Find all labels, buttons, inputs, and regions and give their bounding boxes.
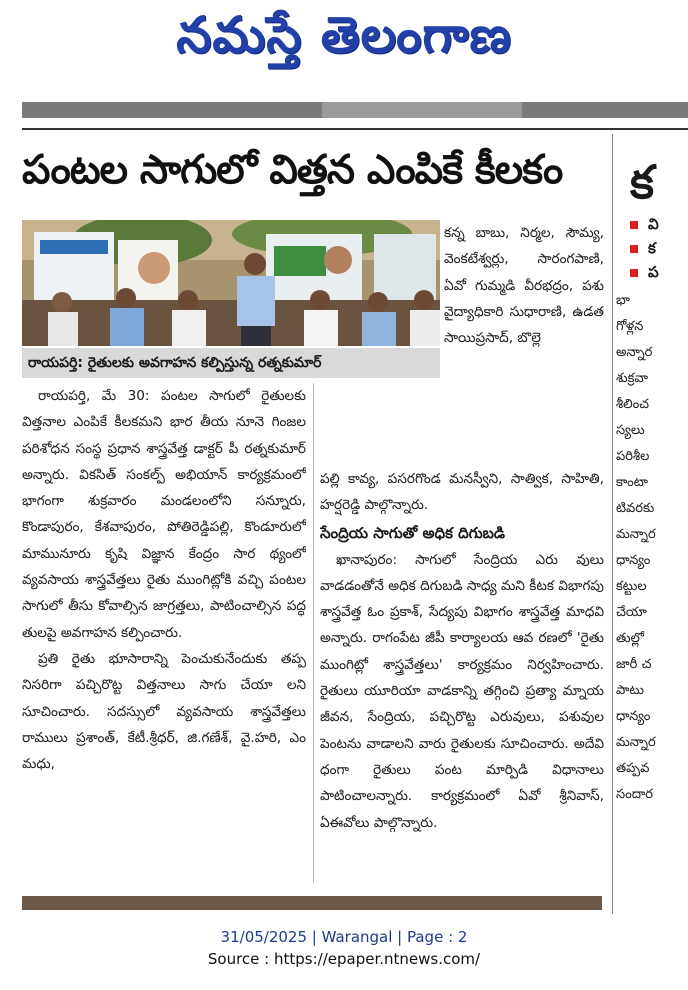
adjacent-body: భా గోళ్లన అన్నార శుక్రవా శీలించ స్యలు పరిశీల కాంటా టివరకు మన్నార ధాన్యం కట్టుల చేయా తుల్లో జారీ చ పాటు ధాన్యం మన్నార తప్పవ సందార [616, 293, 656, 802]
article-paragraph: ఖానాపురం: సాగులో సేంద్రియ ఎరు వులు వాడడంతోనే అధిక దిగుబడి సాధ్య మని కీటక విభాగపు శాస్త్రవేత్త ఓం ప్రకాశ్, సేద్యపు విభాగం శాస్త్రవేత్త మాధవి అన్నారు. రాగంపేట జీపీ కార్యాలయ ఆవ రణలో 'రైతు ముంగిట్లో శాస్త్రవేత్తలు' కార్యక్రమం నిర్వహించారు. రైతులు యూరియా వాడకాన్ని తగ్గించి ప్రత్యా మ్నాయ జీవన, సేంద్రియ, పచ్చిరొట్ట ఎరువులు, పశువుల పెంటను వాడాలని వారు రైతులకు సూచించారు. అదేవి ధంగా రైతులు పంట మార్పిడి విధానాలు పాటించాలన్నారు. కార్యక్రమంలో ఏవో శ్రీనివాస్, ఏఈవోలు పాల్గొన్నారు. [320, 551, 604, 831]
photo-caption: రాయపర్తి: రైతులకు అవగాహన కల్పిస్తున్న రత్నకుమార్ [22, 348, 440, 378]
article-paragraph: పల్లి కావ్య, పసరగొండ మనస్వీని, సాత్విక, సాహితి, హర్షరెడ్డి పాల్గొన్నారు. [320, 471, 604, 514]
next-photo-strip [22, 896, 602, 910]
article-paragraph: కన్న బాబు, నిర్మల, సౌమ్య, వెంకటేశ్వర్లు, సారంగపాణి, ఏవో గుమ్మడి వీరభద్రం, పశు వైద్యాధికారి సుధారాణి, ఉడత సాయిప్రసాద్, బొల్లె [444, 225, 604, 347]
bullet-item: ప [630, 260, 688, 284]
header-band [322, 102, 522, 118]
event-photo-image [22, 220, 440, 346]
bullet-icon [630, 245, 638, 253]
bullet-item: క [630, 236, 688, 260]
bullet-icon [630, 221, 638, 229]
column-divider [612, 134, 613, 914]
article-subheadline: సేంద్రియ సాగుతో అధిక దిగుబడి [320, 523, 506, 542]
article-paragraph: ప్రతి రైతు భూసారాన్ని పెంచుకునేందుకు తప్ప నిసరిగా పచ్చిరొట్ట విత్తనాలు సాగు చేయా లని సూచించారు. సదస్సులో వ్యవసాయ శాస్త్రవేత్తలు రాములు ప్రశాంత్, కేటీ.శ్రీధర్, జి.గణేశ్, వై.హరి, ఎం మధు, [22, 650, 306, 773]
header-rule [22, 128, 688, 130]
masthead [0, 0, 688, 80]
newspaper-logo: నమస్తే తెలంగాణ [176, 6, 512, 64]
header-band [22, 102, 322, 118]
bullet-item: వి [630, 212, 688, 236]
article-column-2 [320, 466, 604, 888]
header-band [522, 102, 688, 118]
adjacent-headline: క [630, 155, 655, 209]
article-headline: పంటల సాగులో విత్తన ఎంపికే కీలకం [22, 147, 563, 193]
adjacent-article [616, 134, 688, 914]
column-rule [313, 383, 314, 883]
page-footer [0, 926, 688, 970]
edition-info: 31/05/2025 | Warangal | Page : 2 [220, 928, 468, 946]
article-photo [22, 220, 440, 346]
bullet-icon [630, 269, 638, 277]
source-link[interactable]: Source : https://epaper.ntnews.com/ [207, 950, 481, 968]
article-paragraph: రాయపర్తి, మే 30: పంటల సాగులో రైతులకు విత్తనాల ఎంపికే కీలకమని భార తీయ నూనె గింజల పరిశోధన సంస్థ ప్రధాన శాస్త్రవేత్త డాక్టర్ పీ రత్నకుమార్ అన్నారు. వికసిత్ సంకల్ప్ అభియాన్ కార్యక్రమంలో భాగంగా శుక్రవారం మండలంలోని సన్నూరు, కొండాపురం, కేశవాపురం, పోతిరెడ్డిపల్లి, కొండూరులో మామునూరు కృషి విజ్ఞాన కేంద్రం సార థ్యంలో వ్యవసాయ శాస్త్రవేత్తలు రైతు ముంగిట్లోకి వచ్చి పంటల సాగులో తీసు కోవాల్సిన జాగ్రత్తలు, పాటించాల్సిన పద్ధ తులపై అవగాహన కల్పించారు. [22, 388, 306, 641]
article-column-1 [22, 383, 306, 888]
article-column-2-top [444, 220, 604, 466]
